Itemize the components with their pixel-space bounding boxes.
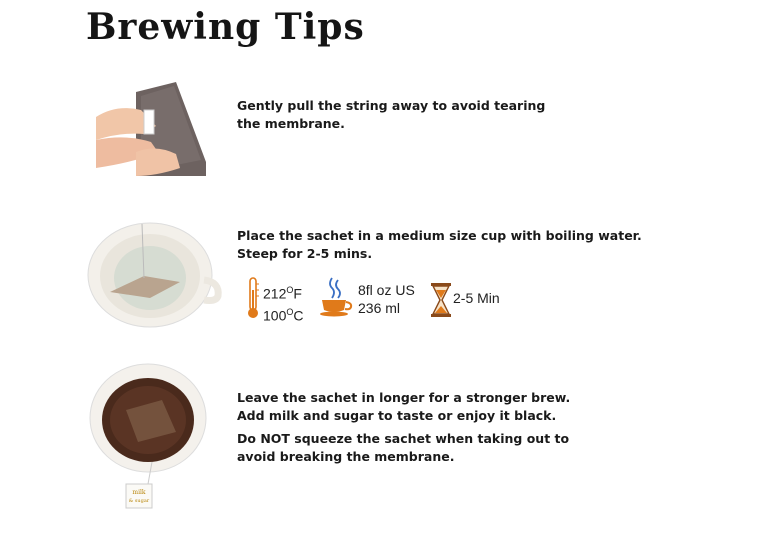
hourglass-icon bbox=[430, 282, 452, 318]
thermometer-icon bbox=[245, 276, 261, 320]
cup-with-sachet-image bbox=[84, 220, 224, 330]
tag-text-line2: & sugar bbox=[128, 498, 150, 504]
steep-time-readout: 2-5 Min bbox=[453, 290, 500, 306]
steaming-cup-icon bbox=[318, 276, 354, 318]
page-title: Brewing Tips bbox=[86, 6, 365, 48]
step-2-text: Place the sachet in a medium size cup with boiling water. Steep for 2-5 mins. bbox=[237, 228, 642, 261]
hands-opening-sachet-image bbox=[96, 82, 208, 176]
step-1-text: Gently pull the string away to avoid tearing the membrane. bbox=[237, 98, 546, 131]
temperature-readout: $212^OF$ $100^OC$ bbox=[263, 285, 304, 324]
volume-readout: 8fl oz US 236 ml bbox=[358, 282, 415, 316]
brewed-tea-cup-image bbox=[86, 362, 210, 512]
tag-text-line1: milk bbox=[132, 489, 146, 496]
step-3-text: Leave the sachet in longer for a stronger brew. Add milk and sugar to taste or enjoy it black. Do NOT squeeze the sachet when taking out to avoid breaking the membrane. bbox=[237, 390, 571, 464]
